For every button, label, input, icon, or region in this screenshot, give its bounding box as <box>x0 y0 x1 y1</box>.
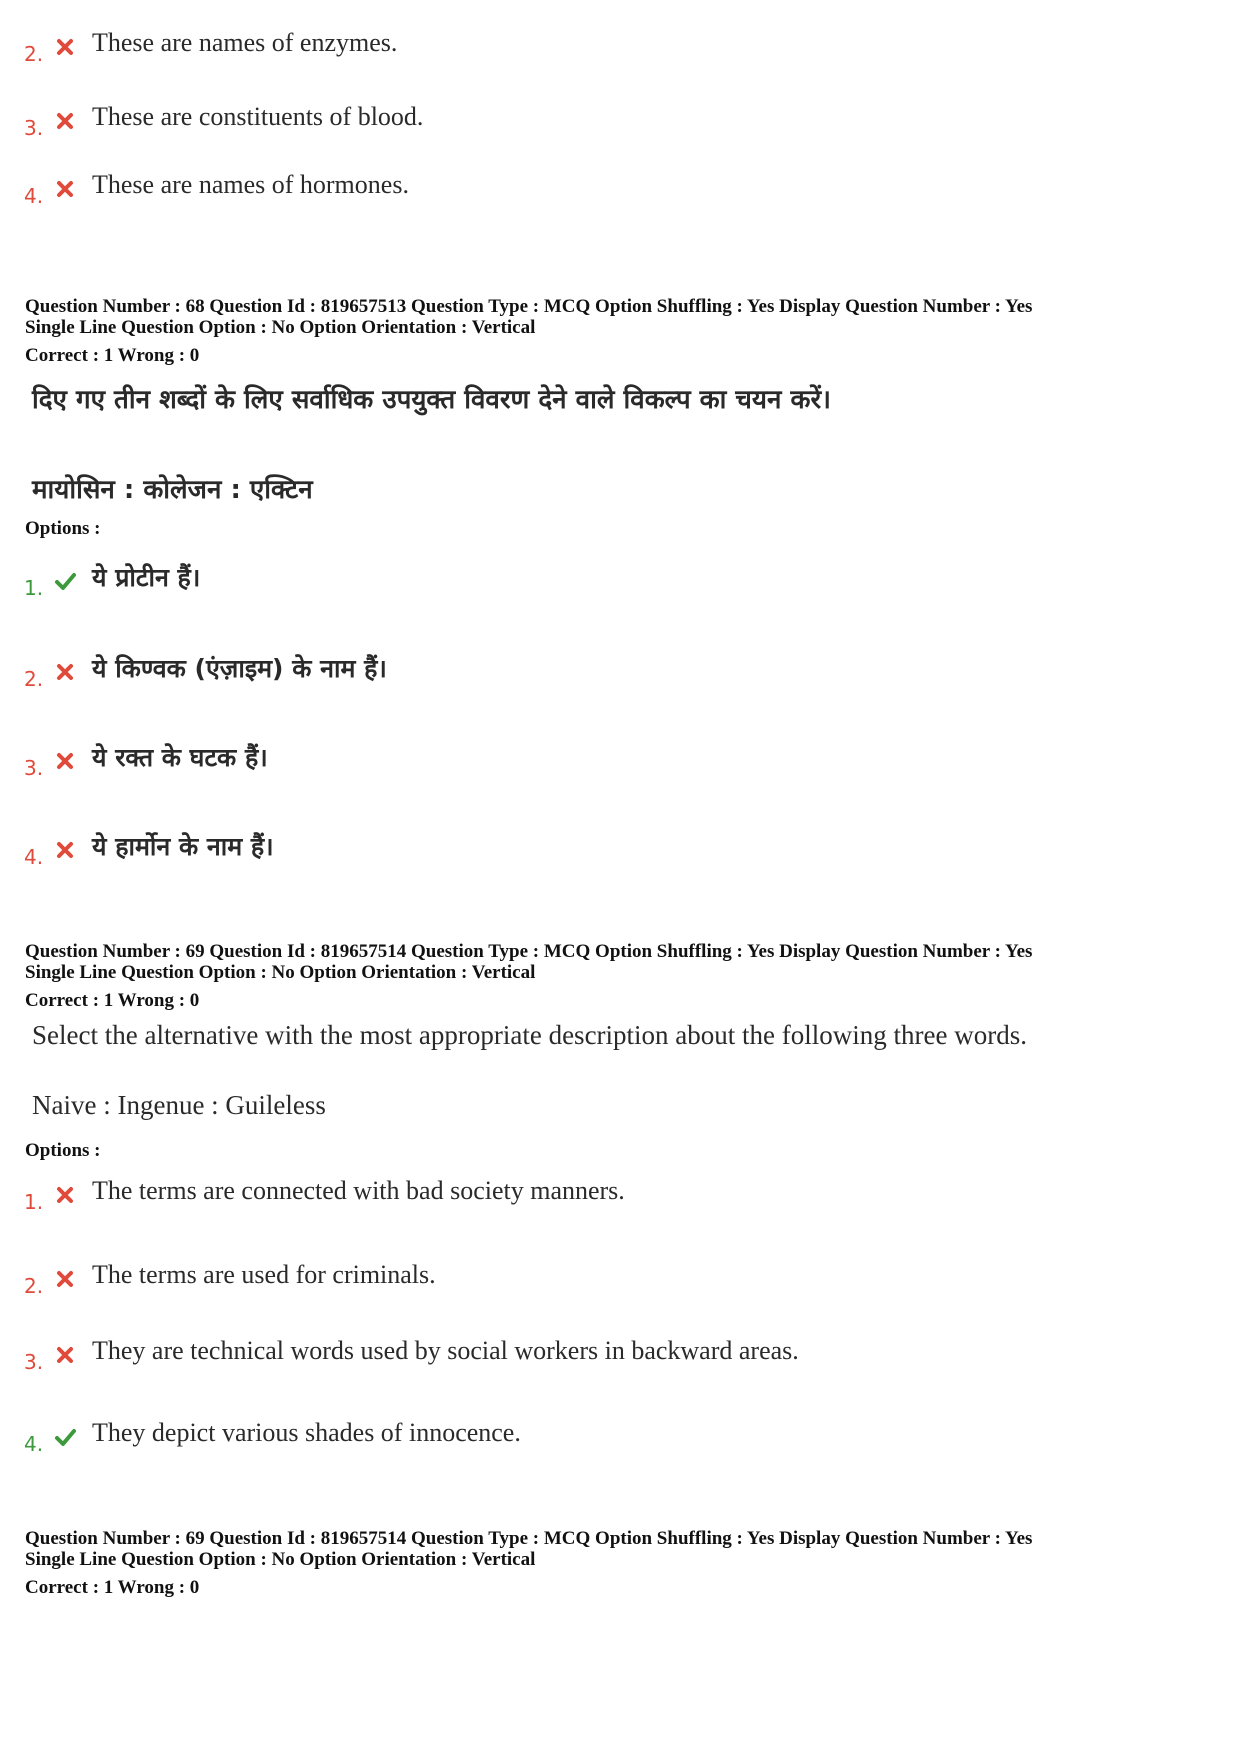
question-69-option-4 <box>24 1420 1204 1460</box>
option-number: 4. <box>24 845 44 869</box>
question-69-score: Correct : 1 Wrong : 0 <box>25 990 200 1011</box>
question-68-option-2 <box>24 655 1204 695</box>
cross-mark-icon <box>54 178 76 200</box>
meta-line-2: Single Line Question Option : No Option Orientation : Vertical <box>25 1549 536 1570</box>
option-number: 1. <box>24 1190 44 1214</box>
option-number: 3. <box>24 756 44 780</box>
cross-mark-icon <box>54 661 76 683</box>
meta-line-1: Question Number : 68 Question Id : 819657513 Question Type : MCQ Option Shuffling : Yes Display Question Number : Yes <box>25 296 1033 317</box>
question-69-text: Select the alternative with the most appropriate description about the following three words. <box>32 1020 1027 1050</box>
prev-option-4 <box>24 172 1204 212</box>
question-68-option-1 <box>24 564 1204 604</box>
option-text: ये प्रोटीन हैं। <box>92 563 201 592</box>
option-text: ये किण्वक (एंज़ाइम) के नाम हैं। <box>92 654 387 683</box>
meta-line-1: Question Number : 69 Question Id : 819657514 Question Type : MCQ Option Shuffling : Yes Display Question Number : Yes <box>25 1528 1033 1549</box>
question-69-option-2 <box>24 1262 1204 1302</box>
question-69b-score: Correct : 1 Wrong : 0 <box>25 1577 200 1598</box>
options-label: Options : <box>25 518 101 539</box>
option-text: The terms are connected with bad society manners. <box>92 1176 625 1205</box>
option-text: These are constituents of blood. <box>92 102 424 131</box>
meta-line-2: Single Line Question Option : No Option Orientation : Vertical <box>25 962 536 983</box>
question-68-score: Correct : 1 Wrong : 0 <box>25 345 200 366</box>
prev-option-3 <box>24 104 1204 144</box>
cross-mark-icon <box>54 110 76 132</box>
option-number: 1. <box>24 576 44 600</box>
check-mark-icon <box>54 570 76 592</box>
cross-mark-icon <box>54 1344 76 1366</box>
cross-mark-icon <box>54 1184 76 1206</box>
option-text: ये हार्मोन के नाम हैं। <box>92 832 274 861</box>
question-69-option-1 <box>24 1178 1204 1218</box>
meta-line-1: Question Number : 69 Question Id : 819657514 Question Type : MCQ Option Shuffling : Yes Display Question Number : Yes <box>25 941 1033 962</box>
option-text: The terms are used for criminals. <box>92 1260 436 1289</box>
options-label: Options : <box>25 1140 101 1161</box>
cross-mark-icon <box>54 1268 76 1290</box>
option-text: They are technical words used by social workers in backward areas. <box>92 1336 799 1365</box>
question-68-option-4 <box>24 833 1204 873</box>
option-number: 3. <box>24 1350 44 1374</box>
option-number: 4. <box>24 184 44 208</box>
option-number: 4. <box>24 1432 44 1456</box>
question-69b-meta <box>25 1528 1225 1570</box>
option-number: 2. <box>24 667 44 691</box>
question-68-meta <box>25 296 1225 338</box>
check-mark-icon <box>54 1426 76 1448</box>
question-69-option-3 <box>24 1338 1204 1378</box>
question-68-option-3 <box>24 744 1204 784</box>
option-number: 2. <box>24 1274 44 1298</box>
question-68-words: मायोसिन : कोलेजन : एक्टिन <box>32 475 313 505</box>
cross-mark-icon <box>54 839 76 861</box>
option-text: These are names of hormones. <box>92 170 409 199</box>
question-68-text: दिए गए तीन शब्दों के लिए सर्वाधिक उपयुक्त विवरण देने वाले विकल्प का चयन करें। <box>32 385 831 415</box>
cross-mark-icon <box>54 36 76 58</box>
question-69-words: Naive : Ingenue : Guileless <box>32 1090 326 1120</box>
option-text: ये रक्त के घटक हैं। <box>92 743 268 772</box>
option-number: 3. <box>24 116 44 140</box>
question-69-meta <box>25 941 1225 983</box>
cross-mark-icon <box>54 750 76 772</box>
meta-line-2: Single Line Question Option : No Option Orientation : Vertical <box>25 317 536 338</box>
prev-option-2 <box>24 30 1204 70</box>
option-text: These are names of enzymes. <box>92 28 398 57</box>
option-text: They depict various shades of innocence. <box>92 1418 521 1447</box>
option-number: 2. <box>24 42 44 66</box>
